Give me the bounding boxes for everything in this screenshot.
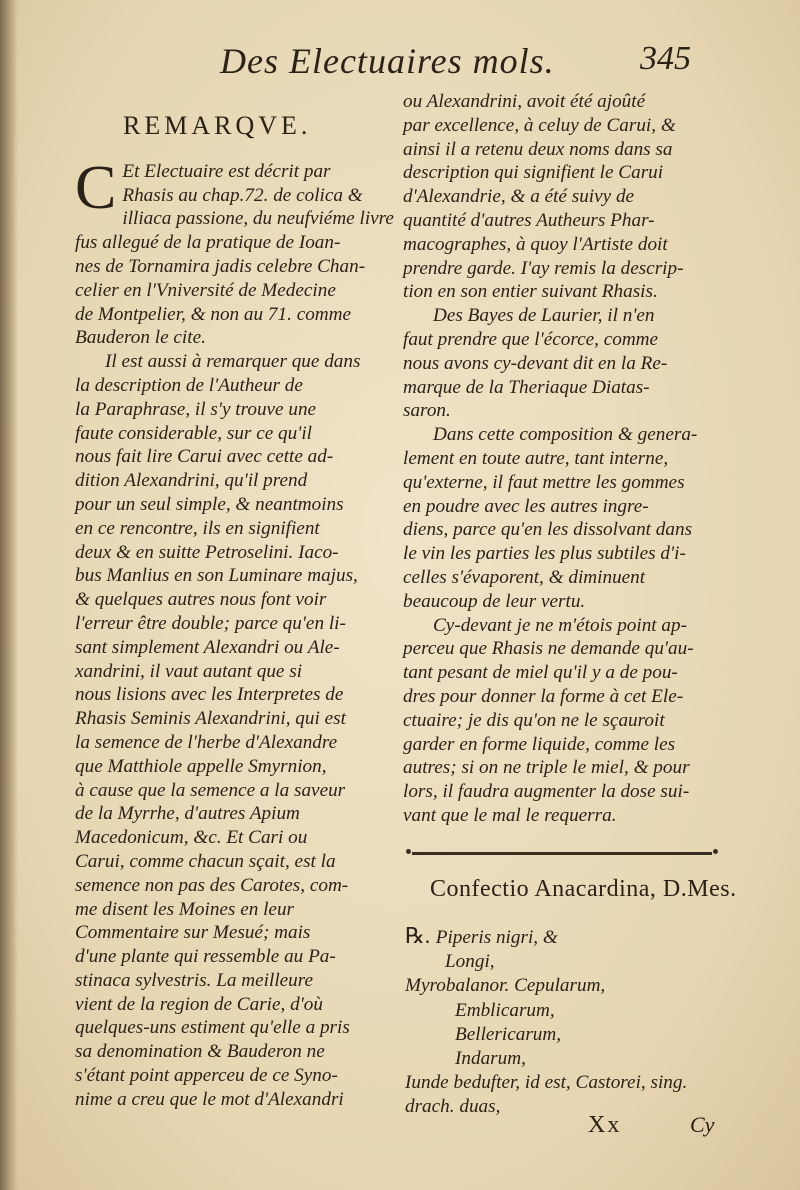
text-line: Et Electuaire est décrit par (122, 160, 331, 182)
text-line: description qui signifient le Carui (403, 162, 664, 184)
right-column (403, 90, 733, 828)
text-line: nous lisions avec les Interpretes de (75, 684, 344, 706)
text-line: Des Bayes de Laurier, il n'en (433, 305, 655, 327)
text-line: marque de la Theriaque Diatas- (403, 376, 650, 398)
recipe-list (405, 924, 687, 1120)
text-line: celier en l'Vniversité de Medecine (75, 279, 336, 301)
page-number: 345 (640, 40, 691, 77)
text-line: Carui, comme chacun sçait, est la (75, 850, 336, 872)
rule-dot (713, 849, 718, 854)
recipe-line-text: Indarum, (455, 1048, 526, 1070)
ornamental-rule (412, 852, 712, 855)
drop-capital: C (75, 153, 117, 222)
text-line: vient de la region de Carie, d'où (75, 993, 323, 1015)
right-paragraph-2 (403, 304, 733, 423)
text-line: nime a creu que le mot d'Alexandri (75, 1088, 344, 1110)
text-line: que Matthiole appelle Smyrnion, (75, 755, 327, 777)
left-column (75, 90, 394, 1112)
text-line: illiaca passione, du neufviéme livre (122, 208, 394, 230)
text-line: quantité d'autres Autheurs Phar- (403, 209, 655, 231)
text-line: sant simplement Alexandri ou Ale- (75, 636, 340, 658)
recipe-line (405, 974, 687, 998)
text-line: prendre garde. I'ay remis la descrip- (403, 257, 684, 279)
text-line: deux & en suitte Petroselini. Iaco- (75, 541, 339, 563)
remarque-heading: REMARQVE. (123, 111, 312, 140)
text-line: semence non pas des Carotes, com- (75, 874, 349, 896)
text-line: le vin les parties les plus subtiles d'i- (403, 543, 686, 565)
recipe-line-text: Emblicarum, (455, 999, 555, 1021)
text-line: tion en son entier suivant Rhasis. (403, 281, 658, 303)
text-line: quelques-uns estiment qu'elle a pris (75, 1017, 350, 1039)
recipe-line (405, 950, 687, 974)
recipe-line (405, 999, 687, 1023)
text-line: saron. (403, 400, 451, 422)
text-line: fus allegué de la pratique de Ioan- (75, 232, 341, 254)
text-line: de la Myrrhe, d'autres Apium (75, 803, 300, 825)
text-line: macographes, à quoy l'Artiste doit (403, 233, 668, 255)
right-paragraph-4 (403, 614, 733, 828)
text-line: garder en forme liquide, comme les (403, 733, 676, 755)
text-line: & quelques autres nous font voir (75, 589, 327, 611)
recipe-line-text: Piperis nigri, & (435, 927, 558, 948)
text-line: Macedonicum, &c. Et Cari ou (75, 827, 308, 849)
text-line: Il est aussi à remarquer que dans (105, 351, 361, 373)
text-line: lement en toute autre, tant interne, (403, 447, 669, 469)
text-line: d'une plante qui ressemble au Pa- (75, 946, 336, 968)
right-paragraph-1 (403, 90, 733, 304)
text-line: Dans cette composition & genera- (433, 424, 698, 446)
left-paragraph-2 (75, 350, 383, 1112)
text-line: stinaca sylvestris. La meilleure (75, 969, 314, 991)
text-line: Commentaire sur Mesué; mais (75, 922, 311, 944)
text-line: dition Alexandrini, qu'il prend (75, 470, 308, 492)
recipe-line-text: Longi, (445, 951, 495, 973)
text-line: Cy-devant je ne m'étois point ap- (433, 614, 688, 636)
text-line: qu'externe, il faut mettre les gommes (403, 471, 685, 493)
text-line: perceu que Rhasis ne demande qu'au- (403, 638, 694, 660)
recipe-line (405, 1047, 687, 1071)
text-line: xandrini, il vaut autant que si (75, 660, 303, 682)
text-line: ctuaire; je dis qu'on ne le sçauroit (403, 709, 665, 731)
text-line: sa denomination & Bauderon ne (75, 1041, 325, 1063)
text-line: me disent les Moines en leur (75, 898, 295, 920)
text-line: en ce rencontre, ils en signifient (75, 517, 320, 539)
running-head: Des Electuaires mols. (220, 41, 555, 81)
text-line: de Montpelier, & non au 71. comme (75, 303, 352, 325)
text-line: tant pesant de miel qu'il y a de pou- (403, 662, 678, 684)
text-line: celles s'évaporent, & diminuent (403, 566, 646, 588)
text-line: pour un seul simple, & neantmoins (75, 493, 344, 515)
text-line: autres; si on ne triple le miel, & pour (403, 757, 690, 779)
text-line: nous fait lire Carui avec cette ad- (75, 446, 334, 468)
section-title: Confectio Anacardina, D.Mes. (430, 876, 737, 902)
recipe-line (405, 1023, 687, 1047)
text-line: à cause que la semence a la saveur (75, 779, 346, 801)
text-line: en poudre avec les autres ingre- (403, 495, 649, 517)
text-line: s'étant point apperceu de ce Syno- (75, 1065, 338, 1087)
right-paragraph-3 (403, 423, 733, 613)
text-line: nous avons cy-devant dit en la Re- (403, 352, 668, 374)
text-line: ainsi il a retenu deux noms dans sa (403, 138, 673, 160)
binding-gutter (0, 0, 18, 1190)
recipe-line-text: Iunde bedufter, id est, Castorei, sing. (405, 1072, 688, 1094)
text-line: beaucoup de leur vertu. (403, 590, 586, 612)
recipe-symbol-icon: ℞. (405, 923, 436, 948)
left-paragraph-1-lines (75, 153, 394, 350)
text-line: d'Alexandrie, & a été suivy de (403, 186, 635, 208)
recipe-line-text: drach. duas, (405, 1096, 501, 1118)
rule-dot (406, 849, 411, 854)
text-line: vant que le mal le requerra. (403, 804, 617, 826)
text-line: lors, il faudra augmenter la dose sui- (403, 781, 690, 803)
text-line: nes de Tornamira jadis celebre Chan- (75, 255, 366, 277)
catchword: Cy (690, 1112, 715, 1137)
recipe-line (405, 924, 687, 950)
text-line: diens, parce qu'en les dissolvant dans (403, 519, 693, 541)
text-line: la Paraphrase, il s'y trouve une (75, 398, 317, 420)
text-line: la semence de l'herbe d'Alexandre (75, 731, 338, 753)
left-paragraph-1 (75, 153, 394, 350)
signature-mark: Xx (588, 1112, 622, 1138)
text-line: bus Manlius en son Luminare majus, (75, 565, 358, 587)
text-line: Bauderon le cite. (75, 327, 206, 349)
recipe-line-text: Bellericarum, (455, 1023, 562, 1045)
text-line: Rhasis Seminis Alexandrini, qui est (75, 708, 346, 730)
text-line: la description de l'Autheur de (75, 374, 303, 396)
text-line: par excellence, à celuy de Carui, & (403, 114, 676, 136)
recipe-line-text: Myrobalanor. Cepularum, (405, 975, 606, 997)
text-line: faute considerable, sur ce qu'il (75, 422, 312, 444)
text-line: dres pour donner la forme à cet Ele- (403, 685, 684, 707)
text-line: faut prendre que l'écorce, comme (403, 328, 659, 350)
recipe-line (405, 1095, 687, 1119)
recipe-line (405, 1071, 687, 1095)
text-line: ou Alexandrini, avoit été ajoûté (403, 91, 646, 112)
text-line: l'erreur être double; parce qu'en li- (75, 612, 346, 634)
text-line: Rhasis au chap.72. de colica & (122, 184, 363, 206)
